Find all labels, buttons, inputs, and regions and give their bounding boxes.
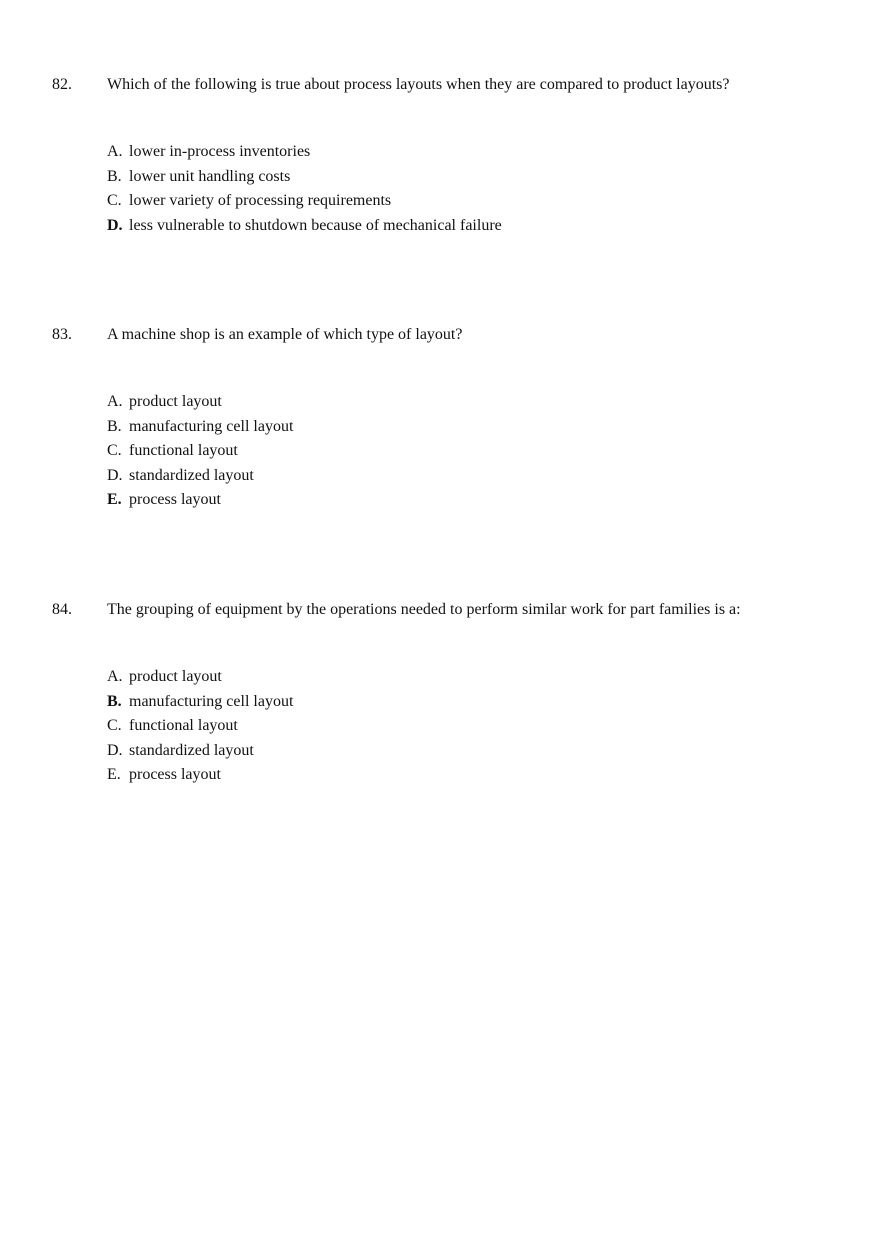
option-text: functional layout	[129, 442, 238, 459]
option-c	[107, 191, 502, 216]
option-d	[107, 216, 502, 241]
question-number: 82.	[52, 76, 72, 93]
option-a	[107, 392, 293, 417]
option-letter: A.	[107, 143, 123, 160]
option-text: lower unit handling costs	[129, 167, 291, 185]
option-letter: A.	[107, 393, 123, 410]
option-a	[107, 142, 502, 167]
option-c	[107, 716, 293, 741]
option-c	[107, 441, 293, 466]
option-letter: A.	[107, 668, 123, 685]
option-text: standardized layout	[129, 741, 254, 759]
option-letter: B.	[107, 417, 122, 435]
option-d	[107, 741, 293, 766]
question-text: Which of the following is true about process layouts when they are compared to product layouts?	[107, 76, 730, 93]
option-text: process layout	[129, 491, 221, 508]
option-letter: D.	[107, 741, 123, 759]
option-letter: C.	[107, 442, 122, 459]
option-text: manufacturing cell layout	[129, 692, 294, 710]
option-text: process layout	[129, 766, 221, 783]
option-list	[107, 667, 293, 790]
option-letter: E.	[107, 491, 122, 508]
option-b	[107, 417, 293, 442]
option-text: standardized layout	[129, 466, 254, 484]
option-letter: D.	[107, 216, 123, 234]
option-text: product layout	[129, 668, 222, 685]
option-text: functional layout	[129, 717, 238, 734]
option-text: less vulnerable to shutdown because of mechanical failure	[129, 216, 502, 234]
option-text: manufacturing cell layout	[129, 417, 294, 435]
option-list	[107, 392, 293, 515]
option-letter: B.	[107, 692, 122, 710]
option-text: lower variety of processing requirements	[129, 192, 392, 209]
option-d	[107, 466, 293, 491]
option-letter: C.	[107, 717, 122, 734]
option-text: lower in-process inventories	[129, 143, 311, 160]
question-number: 84.	[52, 601, 72, 618]
option-b	[107, 692, 293, 717]
option-b	[107, 167, 502, 192]
option-letter: D.	[107, 466, 123, 484]
question-text: A machine shop is an example of which type of layout?	[107, 326, 463, 343]
option-text: product layout	[129, 393, 222, 410]
option-letter: E.	[107, 766, 121, 783]
option-list	[107, 142, 502, 240]
option-e	[107, 490, 293, 515]
option-letter: C.	[107, 192, 122, 209]
option-letter: B.	[107, 167, 122, 185]
question-number: 83.	[52, 326, 72, 343]
question-text: The grouping of equipment by the operations needed to perform similar work for part families is a:	[107, 601, 741, 618]
option-a	[107, 667, 293, 692]
option-e	[107, 765, 293, 790]
